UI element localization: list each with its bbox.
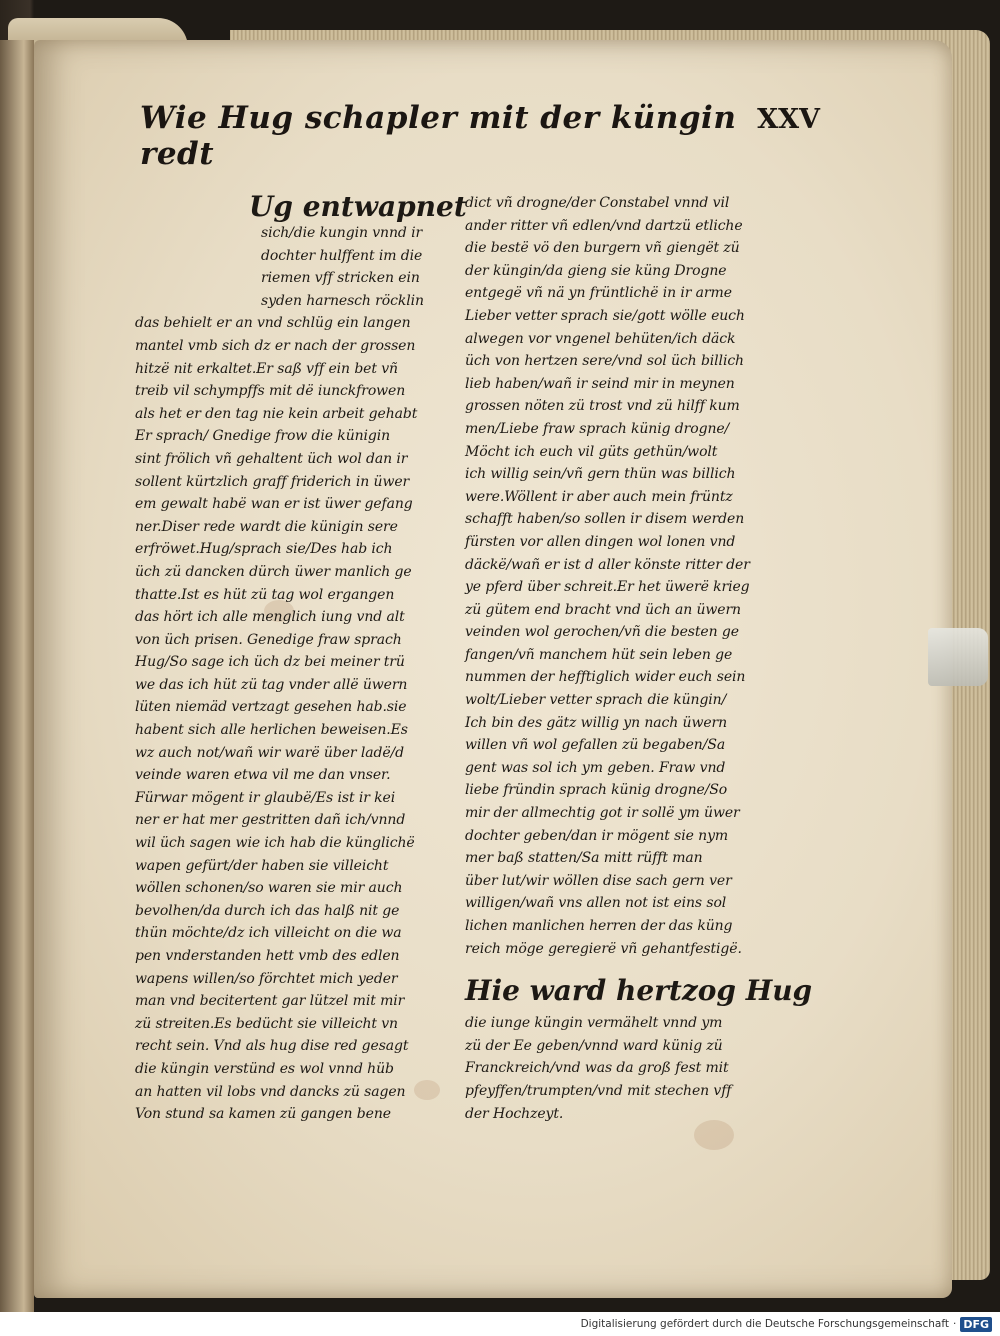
footer-credit: Digitalisierung gefördert durch die Deutsche Forschungsgemeinschaft	[580, 1318, 949, 1330]
text-line: Franckreich/vnd was da groß fest mit	[465, 1060, 729, 1077]
text-line: were.Wöllent ir aber auch mein früntz	[465, 488, 733, 505]
text-line: men/Liebe fraw sprach künig drogne/	[465, 420, 730, 437]
text-line: Lieber vetter sprach sie/gott wölle euch	[465, 307, 745, 324]
text-line: wolt/Lieber vetter sprach die küngin/	[465, 692, 727, 709]
text-line: zü streiten.Es bedücht sie villeicht vn	[135, 1015, 398, 1032]
text-line: der küngin/da gieng sie küng Drogne	[465, 262, 727, 279]
text-line: habent sich alle herlichen beweisen.Es	[135, 722, 408, 739]
text-line: wapens willen/so förchtet mich yeder	[135, 970, 398, 987]
text-line: lieb haben/wañ ir seind mir in meynen	[465, 375, 735, 392]
text-line: Hug/So sage ich üch dz bei meiner trü	[135, 654, 405, 671]
text-line: sollent kürtzlich graff friderich in üwer	[135, 473, 410, 490]
text-line: wz auch not/wañ wir warë über ladë/d	[135, 744, 404, 761]
text-line: lichen manlichen herren der das küng	[465, 918, 733, 934]
text-line: erfröwet.Hug/sprach sie/Des hab ich	[135, 541, 393, 558]
text-line: ye pferd über schreit.Er het üwerë krieg	[465, 579, 750, 596]
text-line: fangen/vñ manchem hüt sein leben ge	[465, 646, 733, 663]
text-line: alwegen vor vngenel behüten/ich däck	[465, 330, 736, 347]
text-line: willen vñ wol gefallen zü begaben/Sa	[465, 737, 726, 754]
text-line: die küngin verstünd es wol vnnd hüb	[135, 1060, 394, 1077]
initial-heading-line: Ug entwapnet	[249, 190, 467, 223]
text-line: ner er hat mer gestritten dañ ich/vnnd	[135, 812, 406, 829]
text-line: sint frölich vñ gehaltent üch wol dan ir	[135, 450, 408, 467]
text-line: Ich bin des gätz willig yn nach üwern	[465, 714, 728, 731]
text-line: däckë/wañ er ist d aller könste ritter der	[465, 556, 750, 573]
text-line: an hatten vil lobs vnd dancks zü sagen	[135, 1083, 406, 1100]
text-line: liebe fründin sprach künig drogne/So	[465, 782, 728, 799]
text-line: die bestë vö den burgern vñ giengët zü	[465, 240, 740, 257]
body-lines	[465, 192, 810, 960]
indented-lines	[135, 222, 470, 312]
text-line: üch von hertzen sere/vnd sol üch billich	[465, 353, 744, 370]
text-line: die iunge küngin vermähelt vnnd ym	[465, 1015, 723, 1032]
text-line: willigen/wañ vns allen not ist eins sol	[465, 895, 727, 912]
text-line: Er sprach/ Gnedige frow die künigin	[135, 428, 391, 445]
running-header	[140, 100, 820, 172]
text-line: ander ritter vñ edlen/vnd dartzü etliche	[465, 217, 743, 234]
text-line: ich willig sein/vñ gern thün was billich	[465, 466, 736, 483]
text-line: schafft haben/so sollen ir disem werden	[465, 511, 745, 528]
text-line: von üch prisen. Genedige fraw sprach	[135, 631, 402, 648]
text-line: reich möge geregierë vñ gehantfestigë.	[465, 940, 742, 957]
text-line: we das ich hüt zü tag vnder allë üwern	[135, 676, 408, 693]
text-line: mer baß statten/Sa mitt rüfft man	[465, 850, 703, 867]
text-line: wil üch sagen wie ich hab die künglichë	[135, 835, 415, 852]
left-page-edge	[0, 40, 34, 1312]
digitization-footer: Digitalisierung gefördert durch die Deutsche Forschungsgemeinschaft · DFG	[0, 1312, 1000, 1336]
text-line: entgegë vñ nä yn früntlichë in ir arme	[465, 285, 732, 302]
text-line: dict vñ drogne/der Constabel vnnd vil	[465, 195, 730, 211]
text-line: mir der allmechtig got ir sollë ym üwer	[465, 805, 740, 822]
left-text-column	[135, 192, 470, 1126]
text-line: grossen nöten zü trost vnd zü hilff kum	[465, 398, 740, 415]
text-line: riemen vff stricken ein	[261, 270, 420, 287]
text-line: wöllen schonen/so waren sie mir auch	[135, 880, 403, 897]
text-line: zü der Ee geben/vnnd ward künig zü	[465, 1037, 723, 1054]
text-line: em gewalt habë wan er ist üwer gefang	[135, 496, 413, 513]
text-line: dochter geben/dan ir mögent sie nym	[465, 827, 729, 844]
text-line: der Hochzeyt.	[465, 1105, 564, 1122]
page-marker-tab	[928, 628, 988, 686]
section-heading: Hie ward hertzog Hug	[465, 974, 813, 1008]
section-lines	[465, 1012, 810, 1125]
text-line: veinden wol gerochen/vñ die besten ge	[465, 624, 739, 641]
text-line: dochter hulffent im die	[261, 247, 423, 264]
body-lines	[135, 312, 470, 1125]
text-line: das behielt er an vnd schlüg ein langen	[135, 315, 411, 332]
text-line: über lut/wir wöllen dise sach gern ver	[465, 872, 732, 889]
text-line: thün möchte/dz ich villeicht on die wa	[135, 925, 402, 942]
text-line: zü gütem end bracht vnd üch an üwern	[465, 601, 741, 618]
dfg-logo: DFG	[960, 1317, 992, 1332]
text-line: bevolhen/da durch ich das halß nit ge	[135, 902, 400, 919]
text-line: Möcht ich euch vil güts gethün/wolt	[465, 443, 718, 460]
text-line: man vnd becitertent gar lützel mit mir	[135, 993, 405, 1010]
right-text-column	[465, 192, 813, 1125]
text-line: recht sein. Vnd als hug dise red gesagt	[135, 1038, 409, 1055]
text-line: veinde waren etwa vil me dan vnser.	[135, 767, 391, 784]
text-line: mantel vmb sich dz er nach der grossen	[135, 337, 416, 354]
text-line: das hört ich alle menglich iung vnd alt	[135, 609, 405, 626]
text-line: hitzë nit erkaltet.Er saß vff ein bet vñ	[135, 360, 398, 377]
text-line: Fürwar mögent ir glaubë/Es ist ir kei	[135, 789, 396, 806]
text-line: ner.Diser rede wardt die künigin sere	[135, 518, 398, 535]
text-line: fürsten vor allen dingen wol lonen vnd	[465, 533, 736, 550]
text-line: Von stund sa kamen zü gangen bene	[135, 1106, 391, 1123]
text-line: üch zü dancken dürch üwer manlich ge	[135, 563, 412, 580]
text-line: syden harnesch röcklin	[261, 292, 424, 309]
folio-number: XXV	[757, 104, 820, 135]
text-line: pen vnderstanden hett vmb des edlen	[135, 948, 400, 964]
text-line: pfeyffen/trumpten/vnd mit stechen vff	[465, 1082, 732, 1099]
text-line: sich/die kungin vnnd ir	[261, 225, 423, 241]
text-line: wapen gefürt/der haben sie villeicht	[135, 857, 389, 874]
running-title: Wie Hug schapler mit der küngin redt	[140, 100, 737, 172]
text-line: gent was sol ich ym geben. Fraw vnd	[465, 759, 726, 776]
text-line: nummen der hefftiglich wider euch sein	[465, 669, 746, 686]
text-line: treib vil schympffs mit dë iunckfrowen	[135, 383, 406, 400]
text-line: thatte.Ist es hüt zü tag wol ergangen	[135, 586, 395, 603]
text-line: als het er den tag nie kein arbeit gehabt	[135, 405, 418, 422]
text-line: lüten niemäd vertzagt gesehen hab.sie	[135, 699, 407, 716]
